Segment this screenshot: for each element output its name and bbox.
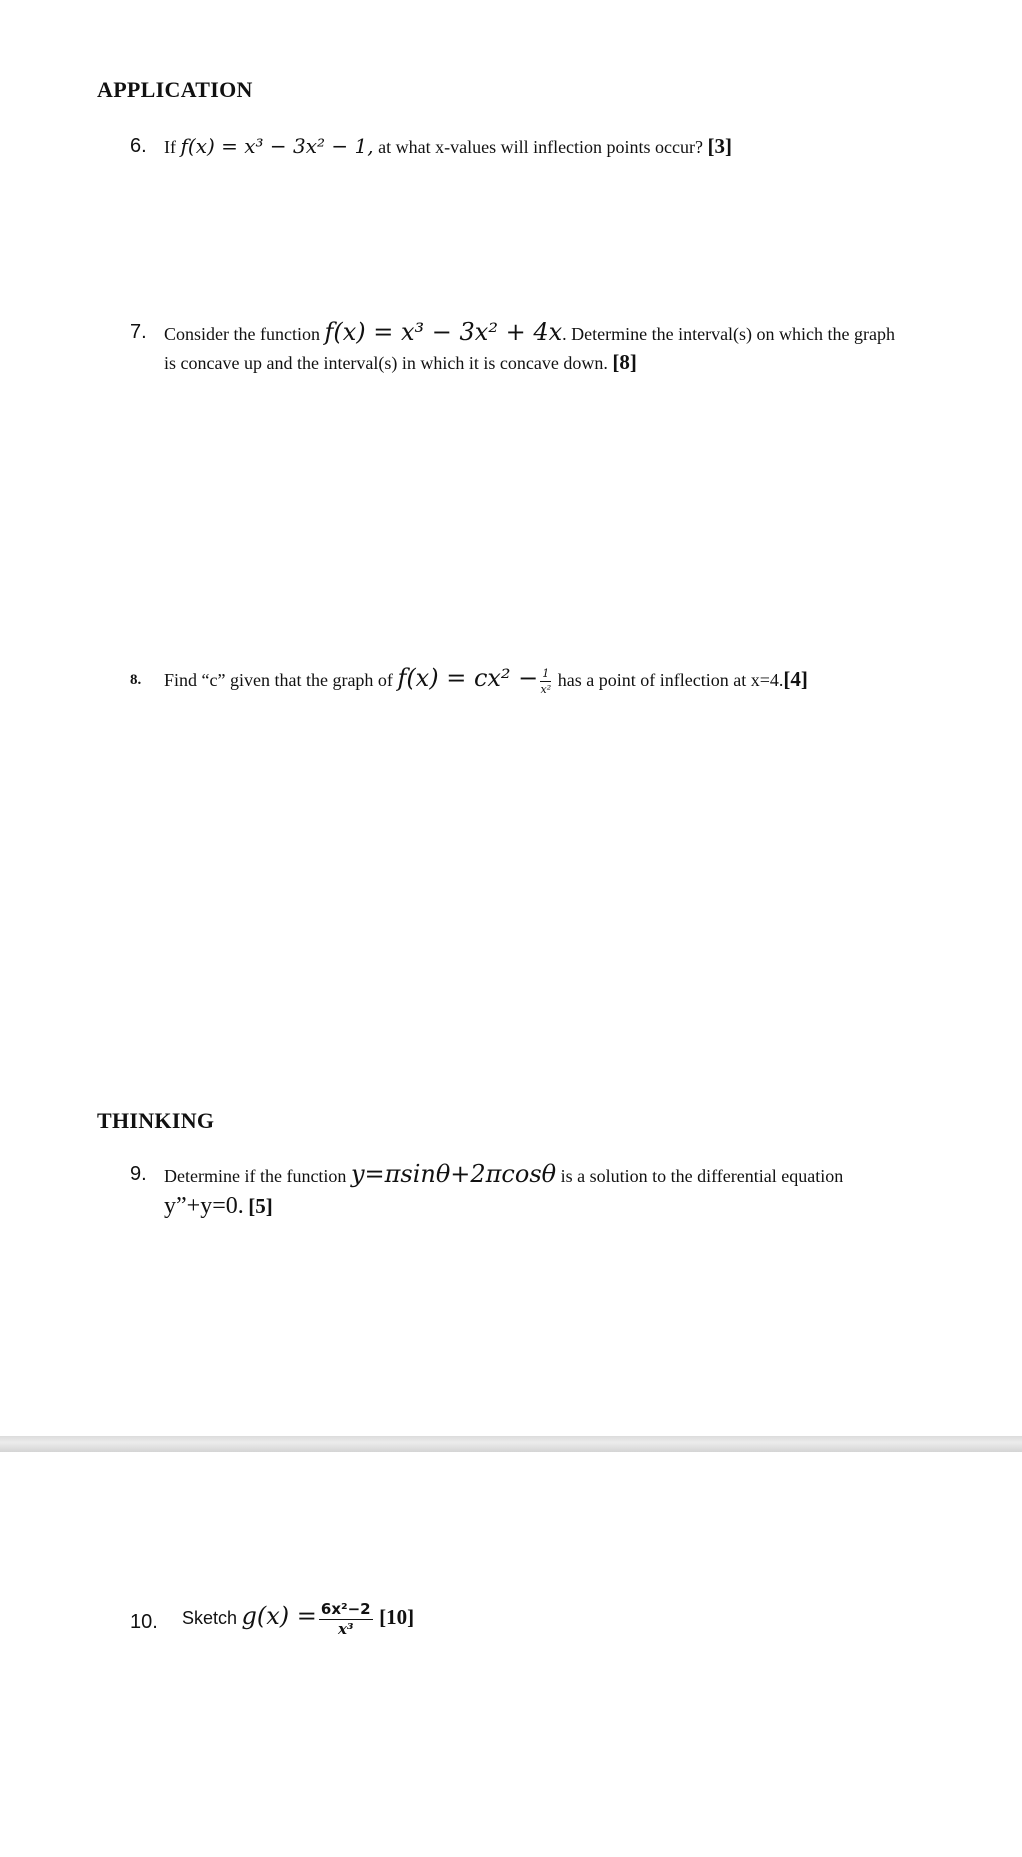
marks: [10] (379, 1605, 415, 1629)
question-number: 9. (130, 1163, 147, 1185)
fraction: $\frac{\text{6x²−2}}{\text{x³}}$ (320, 1600, 371, 1639)
section-heading-thinking: THINKING (97, 1108, 215, 1133)
question-text: If f(x) = x³ − 3x² − 1, at what x-values will inflection points occur? [3] (164, 134, 733, 158)
question-text: Sketch g(x) = $\frac{\text{6x²−2}}{\text{x³}}$ [10] (182, 1600, 415, 1639)
section-heading-application: APPLICATION (97, 77, 253, 102)
marks: [8] (612, 350, 637, 374)
differential-equation: y”+y=0. (164, 1193, 244, 1219)
question-number: 6. (130, 135, 147, 157)
question-number: 10. (130, 1611, 158, 1633)
question-number: 8. (130, 672, 142, 688)
question-text: Find “c” given that the graph of f(x) = cx² − $\frac{1}{\text{x²}}$ has a point of inflection at x=4.[4] (164, 664, 808, 697)
formula: f(x) = cx² − (397, 664, 539, 692)
fraction: $\frac{1}{\text{x²}}$ (540, 667, 552, 697)
question-text: Consider the function f(x) = x³ − 3x² + 4x. Determine the interval(s) on which the graph is concave up and the interval(s) in which it is concave down. [8] (164, 318, 896, 374)
marks: [3] (707, 134, 733, 158)
worksheet-page-2 (0, 1452, 1022, 1857)
formula: g(x) = (241, 1602, 317, 1630)
marks: [4] (783, 667, 808, 691)
formula: f(x) = x³ − 3x² + 4x (324, 318, 563, 346)
formula: f(x) = x³ − 3x² − 1, (180, 134, 374, 158)
question-number: 7. (130, 321, 147, 343)
question-text: Determine if the function y=πsinθ+2πcosθ is a solution to the differential equation y”+y=0. [5] (164, 1160, 844, 1219)
formula: y=πsinθ+2πcosθ (350, 1160, 557, 1188)
marks: [5] (248, 1194, 273, 1218)
page-separator (0, 1436, 1022, 1452)
